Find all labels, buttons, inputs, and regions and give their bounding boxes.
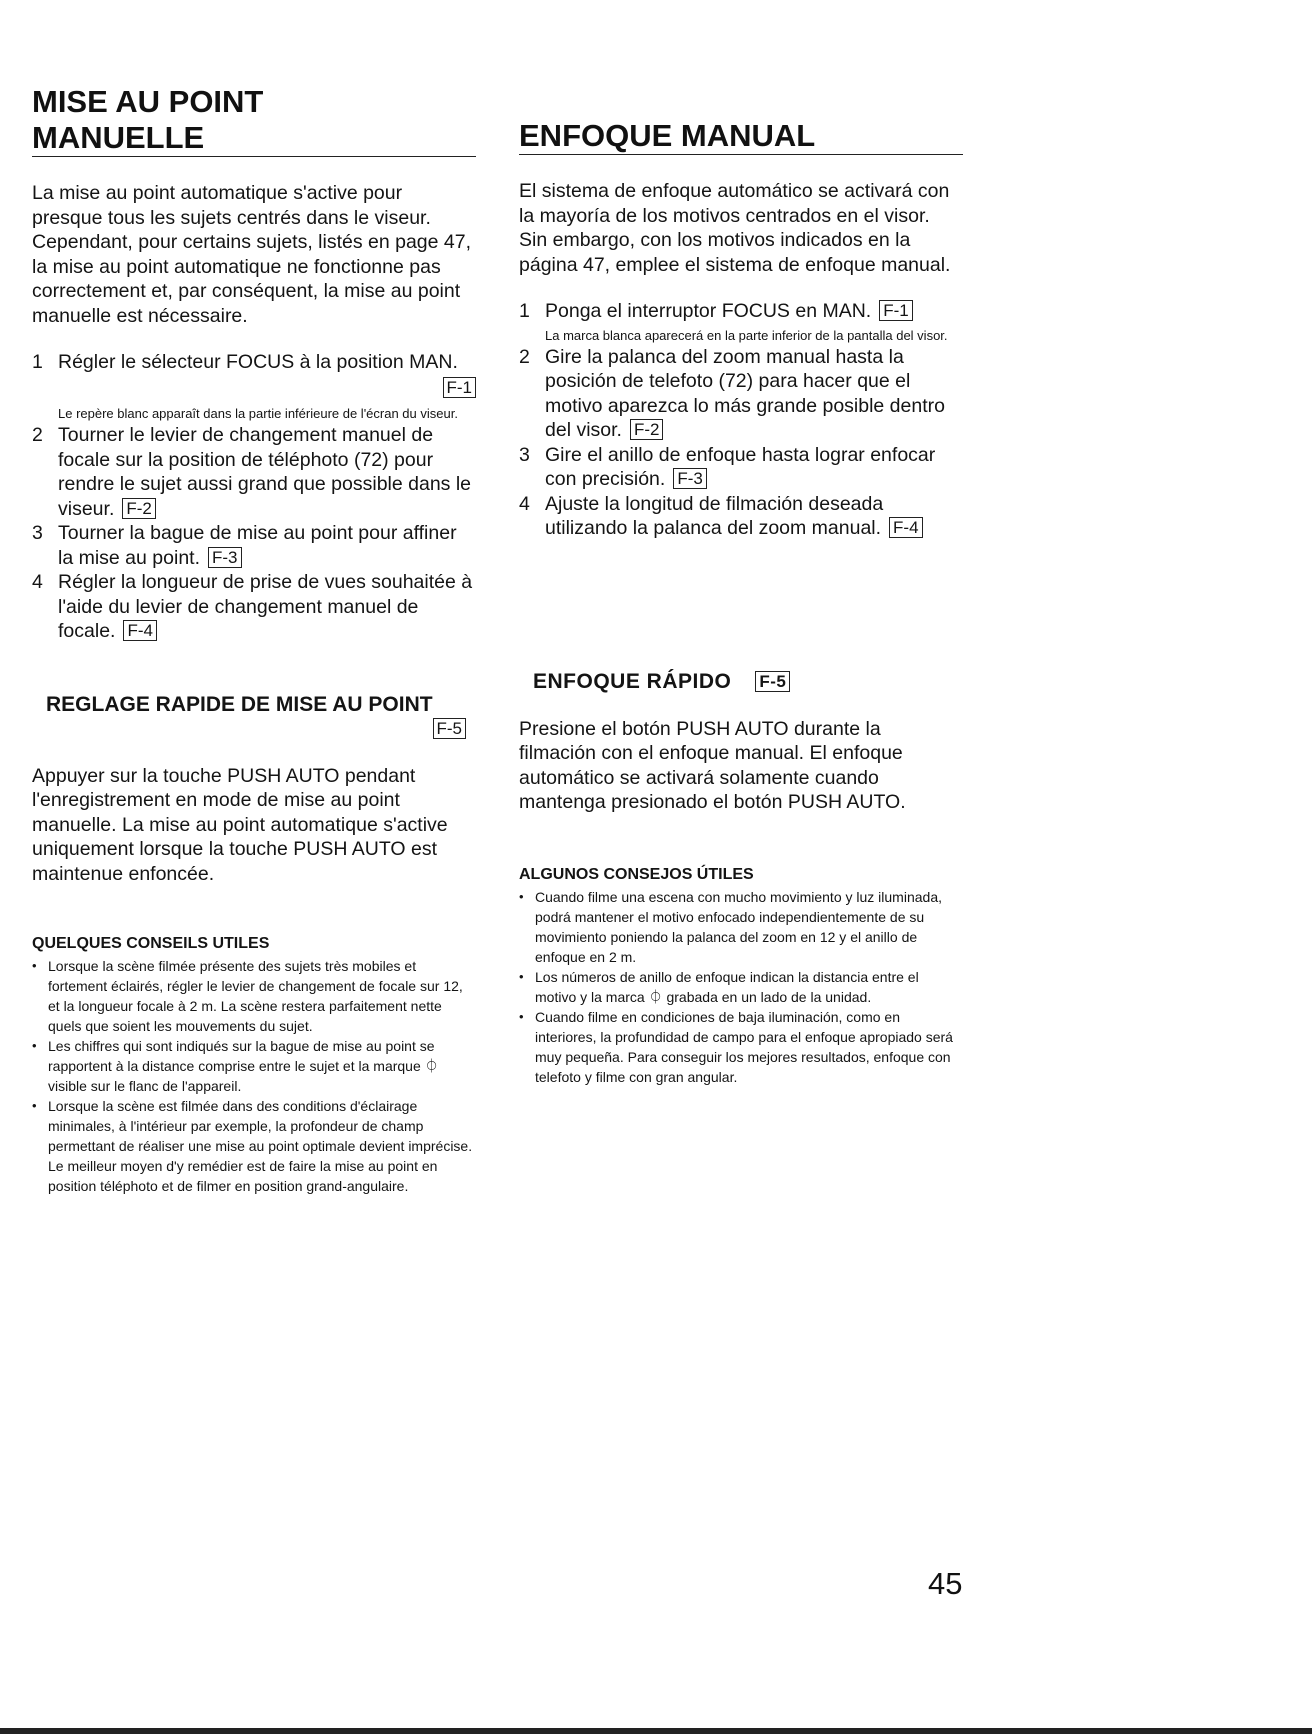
step-note: Le repère blanc apparaît dans la partie inférieure de l'écran du viseur.: [58, 406, 458, 421]
fr-quick-focus-title: REGLAGE RAPIDE DE MISE AU POINT: [46, 692, 433, 716]
fr-tips-title: QUELQUES CONSEILS UTILES: [32, 935, 270, 952]
step-text: Tourner le levier de changement manuel de focale sur la position de téléphoto (72) pour rendre le sujet aussi grand que possible dans le viseur.: [58, 424, 472, 520]
figure-ref-badge: F-2: [122, 498, 156, 519]
step-number: 3: [32, 522, 43, 544]
fr-steps-list: [32, 350, 476, 644]
fr-step-4: [32, 570, 476, 644]
tip-item: • Cuando filme en condiciones de baja iluminación, como en interiores, la profundidad de campo para el enfoque apropiado será muy pequeña. Para conseguir los mejores resultados, enfoque con telefoto y filme con gran angular.: [519, 1007, 963, 1087]
step-text: Ajuste la longitud de filmación deseada utilizando la palanca del zoom manual.: [545, 492, 884, 539]
step-text: Tourner la bague de mise au point pour affiner la mise au point.: [58, 522, 457, 569]
es-tips-list: [519, 887, 963, 1087]
tip-item: • Lorsque la scène est filmée dans des conditions d'éclairage minimales, à l'intérieur par exemple, la profondeur de champ permettant de réaliser une mise au point optimale devient imprécise. Le meilleur moyen d'y remédier est de faire la mise au point en position téléphoto et de filmer en position grand-angulaire.: [32, 1096, 476, 1196]
fr-title: [32, 84, 476, 157]
es-step-1: [519, 299, 963, 345]
tip-item: • Les chiffres qui sont indiqués sur la bague de mise au point se rapportent à la distance comprise entre le sujet et la marque ⏀ visible sur le flanc de l'appareil.: [32, 1036, 476, 1096]
step-number: 2: [32, 424, 43, 446]
es-steps-list: [519, 299, 963, 541]
fr-tips-list: [32, 956, 476, 1196]
fr-title-line2: MANUELLE: [32, 120, 205, 155]
step-text: Régler la longueur de prise de vues souhaitée à l'aide du levier de changement manuel de focale.: [58, 571, 473, 642]
figure-ref-badge: F-1: [443, 377, 477, 398]
figure-ref-badge: F-3: [208, 547, 242, 568]
es-quick-focus-text: Presione el botón PUSH AUTO durante la filmación con el enfoque manual. El enfoque automático se activará solamente cuando mantenga presionado el botón PUSH AUTO.: [519, 717, 906, 813]
step-note: La marca blanca aparecerá en la parte inferior de la pantalla del visor.: [545, 327, 948, 343]
fr-intro-paragraph: La mise au point automatique s'active pour presque tous les sujets centrés dans le viseur. Cependant, pour certains sujets, listés en page 47, la mise au point automatique ne fonctionne pas correctement et, par conséquent, la mise au point manuelle est nécessaire.: [32, 182, 472, 327]
es-quick-focus-section: [519, 669, 963, 695]
step-text: Gire el anillo de enfoque hasta lograr enfocar con precisión.: [545, 443, 936, 490]
step-text: Ponga el interruptor FOCUS en MAN.: [545, 300, 872, 322]
es-title: [519, 118, 963, 155]
es-step-4: [519, 492, 963, 541]
fr-step-2: [32, 423, 476, 521]
es-intro-paragraph: El sistema de enfoque automático se activará con la mayoría de los motivos centrados en el visor. Sin embargo, con los motivos indicados en la página 47, emplee el sistema de enfoque manual.: [519, 180, 951, 276]
step-number: 1: [519, 300, 530, 322]
step-text: Régler le sélecteur FOCUS à la position MAN.: [58, 351, 458, 373]
es-step-3: [519, 443, 963, 492]
step-number: 2: [519, 345, 530, 368]
es-quick-focus-title-text: ENFOQUE RÁPIDO: [533, 669, 732, 693]
fr-quick-focus-text: Appuyer sur la touche PUSH AUTO pendant l'enregistrement en mode de mise au point manuelle. La mise au point automatique s'active uniquement lorsque la touche PUSH AUTO est maintenue enfoncée.: [32, 764, 448, 885]
spanish-column: [519, 118, 963, 1087]
es-step-2: [519, 345, 963, 443]
step-number: 3: [519, 443, 530, 466]
figure-ref-badge: F-2: [630, 419, 664, 440]
page-number: 45: [928, 1566, 963, 1601]
fr-step-3: [32, 521, 476, 570]
figure-ref-badge: F-4: [889, 517, 923, 538]
bottom-rule: [0, 1728, 1312, 1734]
tip-item: • Cuando filme una escena con mucho movimiento y luz iluminada, podrá mantener el motivo enfocado independientemente de su movimiento poniendo la palanca del zoom en 12 y el anillo de enfoque en 2 m.: [519, 887, 963, 967]
es-title-text: ENFOQUE MANUAL: [519, 118, 816, 153]
step-number: 4: [32, 571, 43, 593]
step-number: 4: [519, 492, 530, 515]
tip-item: • Lorsque la scène filmée présente des sujets très mobiles et fortement éclairés, régler le levier de changement de focale sur 12, et la longueur focale à 2 m. La scène restera parfaitement nette quels que soient les mouvements du sujet.: [32, 956, 476, 1036]
figure-ref-badge: F-3: [673, 468, 707, 489]
es-tips-title: ALGUNOS CONSEJOS ÚTILES: [519, 865, 754, 883]
figure-ref-badge: F-5: [433, 718, 467, 739]
step-number: 1: [32, 351, 43, 373]
figure-ref-badge: F-1: [879, 300, 913, 321]
fr-quick-focus-section: [32, 692, 466, 740]
tip-item: • Los números de anillo de enfoque indican la distancia entre el motivo y la marca ⏀ grabada en un lado de la unidad.: [519, 967, 963, 1007]
fr-title-line1: MISE AU POINT: [32, 84, 264, 119]
french-column: [32, 84, 476, 1196]
figure-ref-badge: F-4: [123, 620, 157, 641]
figure-ref-badge: F-5: [755, 671, 790, 692]
step-text: Gire la palanca del zoom manual hasta la posición de telefoto (72) para hacer que el motivo aparezca lo más grande posible dentro del visor.: [545, 345, 945, 441]
fr-step-1: [32, 350, 476, 423]
es-quick-focus-title: [533, 669, 963, 695]
